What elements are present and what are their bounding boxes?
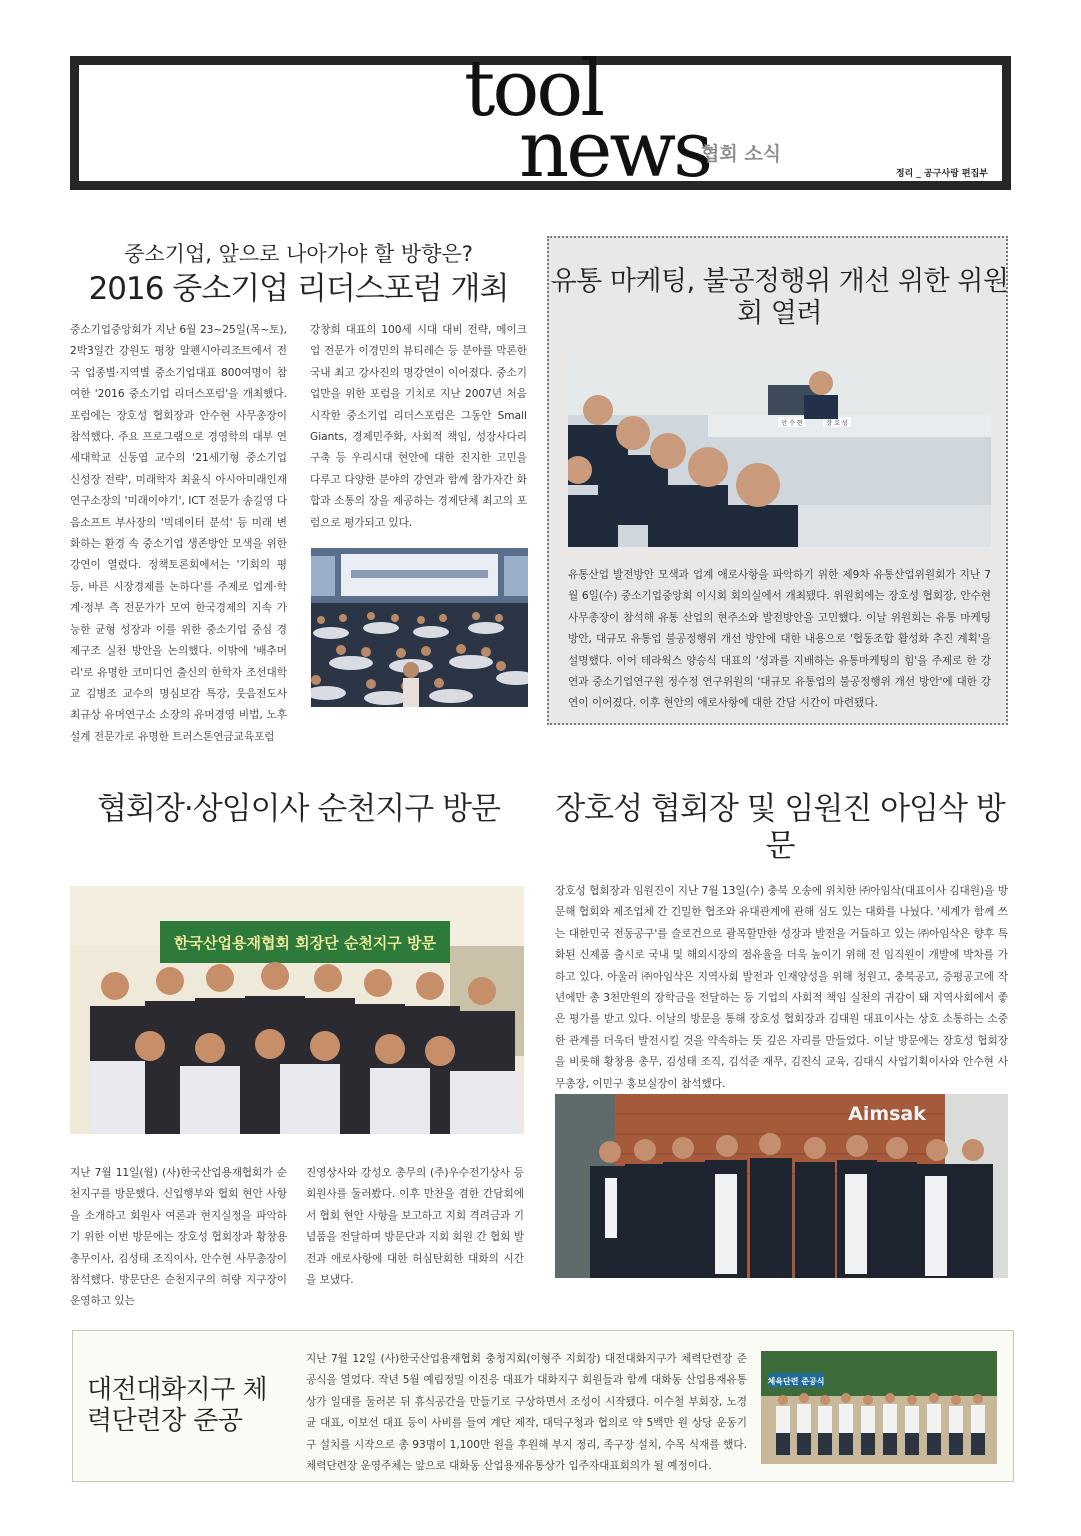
article3-column1: 지난 7월 11일(월) (사)한국산업용재협회가 순천지구를 방문했다. 신입행부와 협회 현안 사항을 소개하고 회원사 여론과 현지실정을 파악하기 위한 이번 방문에는 장호성 협회장과 황창용 총무이사, 김성태 조직이사, 안수현 사무총장이 참석했다. 방문단은 순천지구의 허량 지구장이 운영하고 있는 [70, 1167, 287, 1308]
article2-title: 유통 마케팅, 불공정행위 개선 위한 위원회 열려 [550, 266, 1009, 330]
aimsak-sign: Aimsak [848, 1103, 926, 1125]
forum-photo [311, 548, 528, 707]
committee-meeting-photo [568, 355, 991, 547]
tool-news-logo [464, 44, 711, 195]
article1-title: 2016 중소기업 리더스포럼 개최 [88, 271, 509, 307]
article2-body: 유통산업 발전방안 모색과 업계 애로사항을 파악하기 위한 제9차 유통산업위원회가 지난 7월 6일(수) 중소기업중앙회 이시회 회의실에서 개최됐다. 위원회에는 장호성 협회장, 안수현 사무총장이 참석해 유통 산업의 현주소와 발전방안을 고민했다. 이날 위원회는 유통 마케팅 방안, 대규모 유통업 불공정행위 개선 방안에 대한 내용으로 '협동조합 활성화 추진 계획'을 설명했다. 이어 테라웍스 양승식 대표의 '성과를 지배하는 유통마케팅의 힘'을 주제로 한 강연과 중소기업연구원 정수정 연구위원의 '대규모 유통업의 불공정행위 개선 방안'에 대한 강연이 이어졌다. 이후 현안의 애로사항에 대한 간담 시간이 마련됐다. [568, 569, 991, 710]
gym-banner: 체육단련 준공식 [767, 1377, 825, 1386]
logo-line-news: news [519, 104, 711, 195]
article5-body: 지난 7월 12일 (사)한국산업용재협회 충청지회(이형주 지회장) 대전대화지구가 체력단련장 준공식을 열었다. 작년 5월 예림정밀 이진응 대표가 대화지구 회원들과 함께 대화동 산업용재유통상가 일대를 둘러본 뒤 휴식공간을 만들기로 구상하면서 조성이 시작됐다. 이수철 부회장, 노경균 대표, 이보선 대표 등이 사비를 들여 계단 제작, 대덕구청과 협의로 약 5백만 원 상당 운동기구 설치를 시작으로 총 93명이 1,100만 원을 후원해 부지 정리, 족구장 설치, 수목 식재를 했다. 체력단련장 운영주체는 앞으로 대화동 산업용재유통상가 입주자대표회의가 될 예정이다. [306, 1353, 747, 1473]
aimsak-visit-photo [555, 1094, 1008, 1278]
suncheon-visit-photo [70, 886, 524, 1134]
article4-body: 장호성 협회장과 임원진이 지난 7월 13일(수) 충북 오송에 위치한 ㈜아임삭(대표이사 김대원)을 방문해 협회와 제조업체 간 긴밀한 협조와 유대관계에 관해 심도 있는 대화를 나눴다. '세계가 함께 쓰는 대한민국 전동공구'를 슬로건으로 괄목할만한 성장과 발전을 거듭하고 있는 ㈜아임삭은 향후 특화된 신제품 출시로 국내 및 해외시장의 점유율을 더욱 높이기 위해 전 임직원이 개발에 박차를 가하고 있다. 아울러 ㈜아임삭은 지역사회 발전과 인재양성을 위해 청원고, 충북공고, 증평공고에 작년에만 총 3천만원의 장학금을 전달하는 등 기업의 사회적 책임 실천의 귀감이 돼 지역사회에서 좋은 평가를 받고 있다. 이날의 방문을 통해 장호성 협회장과 김대원 대표이사는 상호 소통하는 소중한 관계를 더욱더 발전시킬 것을 약속하는 뜻 깊은 자리를 만들었다. 이날 방문에는 장호성 협회장을 비롯해 황창용 총무, 김성태 조직, 김석준 재무, 김진식 교육, 김대식 사업기획이사와 안수현 사무총장, 이민구 홍보실장이 참석했다. [555, 885, 1008, 1090]
article3-column2: 진영상사와 강성오 총무의 (주)우수전기상사 등 회원사를 둘러봤다. 이후 만찬을 겸한 간담회에서 협회 현안 사항을 보고하고 지회 격려금과 기념품을 전달하며 방문단과 지회 회원 간 협회 발전과 애로사항에 대한 허심탄회한 대화의 시간을 보냈다. [306, 1167, 525, 1287]
section-label: 협회 소식 [701, 143, 782, 165]
editor-credit: 정리 _ 공구사랑 편집부 [895, 169, 988, 179]
nameplate-1: 안 수 현 [781, 420, 803, 427]
article3-title: 협회장·상임이사 순천지구 방문 [97, 791, 500, 827]
article1-subtitle: 중소기업, 앞으로 나아가야 할 방향은? [124, 242, 473, 266]
gym-opening-photo [761, 1351, 997, 1464]
article5-box [72, 1330, 1014, 1482]
article4-title: 장호성 협회장 및 임원진 아임삭 방문 [555, 791, 1005, 865]
article2-box [547, 236, 1008, 725]
article5-title: 대전대화지구 체력단련장 준공 [87, 1375, 268, 1437]
banner-text: 한국산업용재협회 회장단 순천지구 방문 [174, 934, 436, 952]
article1-column2: 강창희 대표의 100세 시대 대비 전략, 메이크업 전문가 이경민의 뷰티레슨 등 분야를 막론한 국내 최고 강사진의 명강연이 이어졌다. 중소기업만을 위한 포럼을 기치로 지난 2007년 처음 시작한 중소기업 리더스포럼은 그동안 Small Giants, 경제민주화, 사회적 책임, 성장사다리 구축 등 우리시대 현안에 대한 진지한 고민을 다루고 다양한 분야의 강연과 함께 참가자간 화합과 소통의 장을 제공하는 경제단체 최고의 포럼으로 평가되고 있다. [310, 324, 527, 529]
nameplate-2: 장 호 성 [826, 420, 848, 427]
article1-column1: 중소기업중앙회가 지난 6월 23~25일(목~토), 2박3일간 강원도 평창 알펜시아리조트에서 전국 업종별·지역별 중소기업대표 800여명이 참여한 '2016 중소기업 리더스포럼'을 개최했다. 포럼에는 장호성 협회장과 안수현 사무총장이 참석했다. 주요 프로그램으로 경영학의 대부 연세대학교 신동엽 교수의 '21세기형 중소기업 신성장 전략', 미래학자 최윤식 아시아미래인재연구소장의 '미래이야기', ICT 전문가 송길영 다음소프트 부사장의 '빅데이터 분석' 등 미래 변화하는 환경 속 중소기업 생존방안 모색을 위한 강연이 열렸다. 정책토론회에서는 '기회의 평등, 바른 시장경제를 논하다'를 주제로 업계·학계·정부 측 전문가가 모여 한국경제의 지속 가능한 균형 성장과 이를 위한 중소기업 중심 경제구조 실천 방안을 논의했다. 이밖에 '배추머리'로 유명한 코미디언 출신의 한학자 조선대학교 김병조 교수의 명심보감 특강, 웃음전도사 최규상 유머연구소 소장의 유머경영 비법, 노후설계 전문가로 유명한 트러스톤연금교육포럼 [70, 324, 287, 743]
masthead [70, 44, 1011, 195]
logo-line-tool: tool [464, 44, 603, 134]
